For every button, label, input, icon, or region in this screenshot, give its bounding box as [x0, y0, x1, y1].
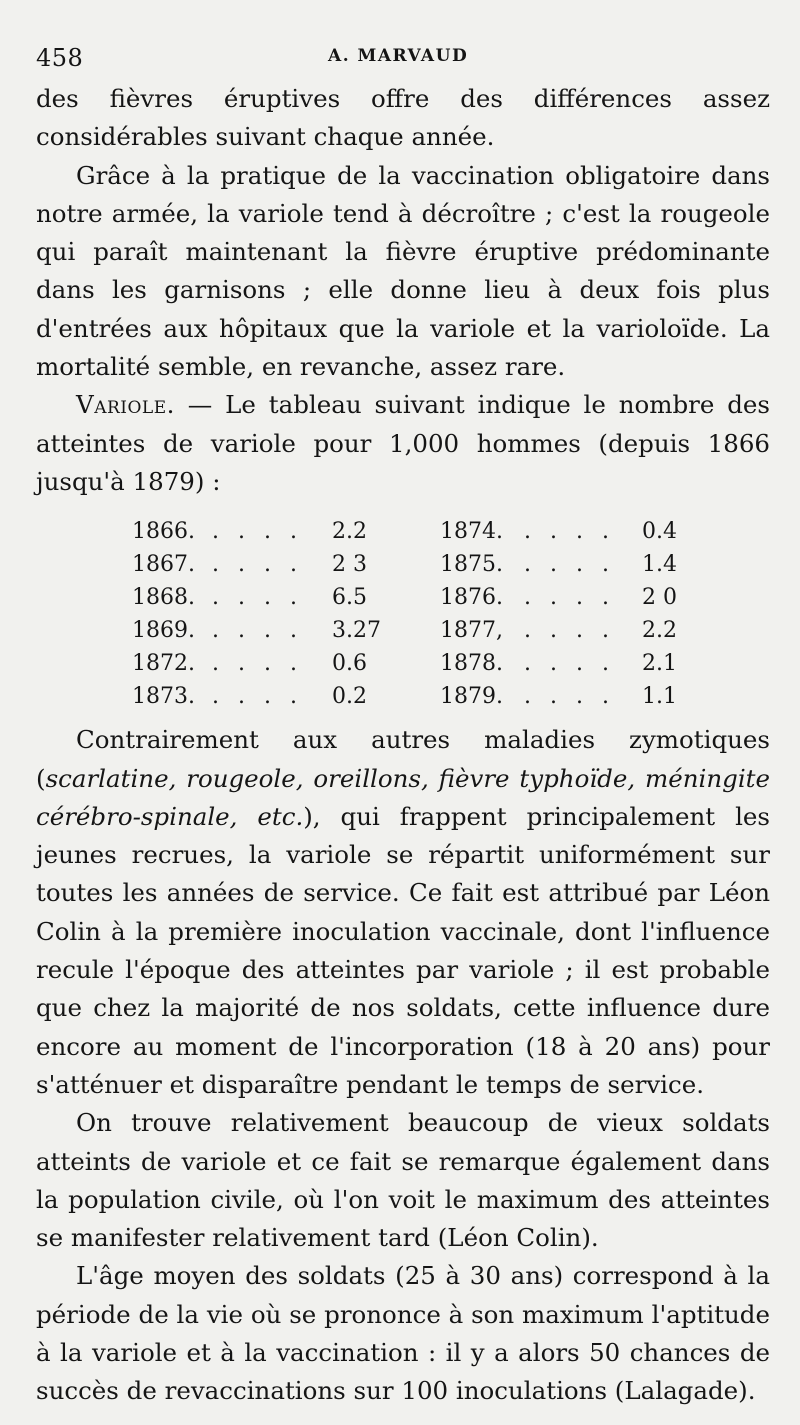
- leader-dots: . . . .: [212, 618, 303, 644]
- year-cell: 1876.: [440, 585, 503, 611]
- leader-dots: . . . .: [524, 618, 615, 644]
- contrairement-start: Contrairement aux autres maladies zymotiques (: [36, 725, 770, 793]
- variole-table: [36, 513, 770, 715]
- year-cell: 1873.: [132, 684, 195, 710]
- year-cell: 1868.: [132, 585, 195, 611]
- table-row: [36, 612, 776, 642]
- table-row: [36, 546, 776, 576]
- value-cell: 1.1: [642, 684, 677, 710]
- page-header: [36, 40, 770, 80]
- value-cell: 6.5: [332, 585, 367, 611]
- value-cell: 2.2: [332, 519, 367, 545]
- paragraph-contrairement: [36, 721, 770, 1104]
- year-cell: 1875.: [440, 552, 503, 578]
- value-cell: 2 3: [332, 552, 367, 578]
- table-row: [36, 513, 776, 543]
- table-row: [36, 645, 776, 675]
- leader-dots: . . . .: [212, 651, 303, 677]
- running-head: A. MARVAUD: [328, 46, 469, 66]
- section-heading-variole: Variole.: [76, 390, 175, 420]
- leader-dots: . . . .: [524, 684, 615, 710]
- paragraph-vaccination: Grâce à la pratique de la vaccination obligatoire dans notre armée, la variole tend à décroître ; c'est la rougeole qui paraît maintenant la fièvre éruptive prédominante dans les garnisons ; elle donne lieu à deux fois plus d'entrées aux hôpitaux que la variole et la varioloïde. La mortalité semble, en revanche, assez rare.: [36, 160, 770, 382]
- value-cell: 3.27: [332, 618, 381, 644]
- heading-dash: —: [174, 390, 226, 420]
- disease-list: scarlatine, rougeole, oreillons, fièvre typhoïde, méningite cérébro-spinale, etc.: [36, 763, 770, 831]
- table-row: [36, 678, 776, 708]
- year-cell: 1879.: [440, 684, 503, 710]
- table-row: [36, 579, 776, 609]
- body-text: [36, 80, 770, 1411]
- contrairement-rest: ), qui frappent principalement les jeunes recrues, la variole se répartit uniformément sur toutes les années de service. Ce fait est attribué par Léon Colin à la première inoculation vaccinale, dont l'influence recule l'époque des atteintes par variole ; il est probable que chez la majorité de nos soldats, cette influence dure encore au moment de l'incorporation (18 à 20 ans) pour s'atténuer et disparaître pendant le temps de service.: [36, 801, 770, 1099]
- value-cell: 1.4: [642, 552, 677, 578]
- year-cell: 1869.: [132, 618, 195, 644]
- value-cell: 2 0: [642, 585, 677, 611]
- leader-dots: . . . .: [212, 585, 303, 611]
- leader-dots: . . . .: [212, 684, 303, 710]
- leader-dots: . . . .: [212, 519, 303, 545]
- paragraph-continuation: des fièvres éruptives offre des différences assez considérables suivant chaque année.: [36, 84, 770, 152]
- page-number: 458: [36, 44, 84, 72]
- paragraph-vieux-soldats: On trouve relativement beaucoup de vieux soldats atteints de variole et ce fait se remarque également dans la population civile, où l'on voit le maximum des atteintes se manifester relativement tard (Léon Colin).: [36, 1108, 770, 1253]
- year-cell: 1877,: [440, 618, 503, 644]
- variole-intro-text: Le tableau suivant indique le nombre des atteintes de variole pour 1,000 hommes (depuis 1866 jusqu'à 1879) :: [36, 390, 771, 496]
- leader-dots: . . . .: [524, 585, 615, 611]
- leader-dots: . . . .: [524, 651, 615, 677]
- value-cell: 0.2: [332, 684, 367, 710]
- value-cell: 2.1: [642, 651, 677, 677]
- year-cell: 1872.: [132, 651, 195, 677]
- paragraph-variole-intro: [36, 386, 770, 501]
- year-cell: 1867.: [132, 552, 195, 578]
- value-cell: 0.4: [642, 519, 677, 545]
- leader-dots: . . . .: [212, 552, 303, 578]
- paragraph-age-moyen: L'âge moyen des soldats (25 à 30 ans) correspond à la période de la vie où se prononce à son maximum l'aptitude à la variole et à la vaccination : il y a alors 50 chances de succès de revaccinations sur 100 inoculations (Lalagade).: [36, 1261, 770, 1406]
- year-cell: 1878.: [440, 651, 503, 677]
- value-cell: 2.2: [642, 618, 677, 644]
- year-cell: 1866.: [132, 519, 195, 545]
- leader-dots: . . . .: [524, 519, 615, 545]
- year-cell: 1874.: [440, 519, 503, 545]
- leader-dots: . . . .: [524, 552, 615, 578]
- value-cell: 0.6: [332, 651, 367, 677]
